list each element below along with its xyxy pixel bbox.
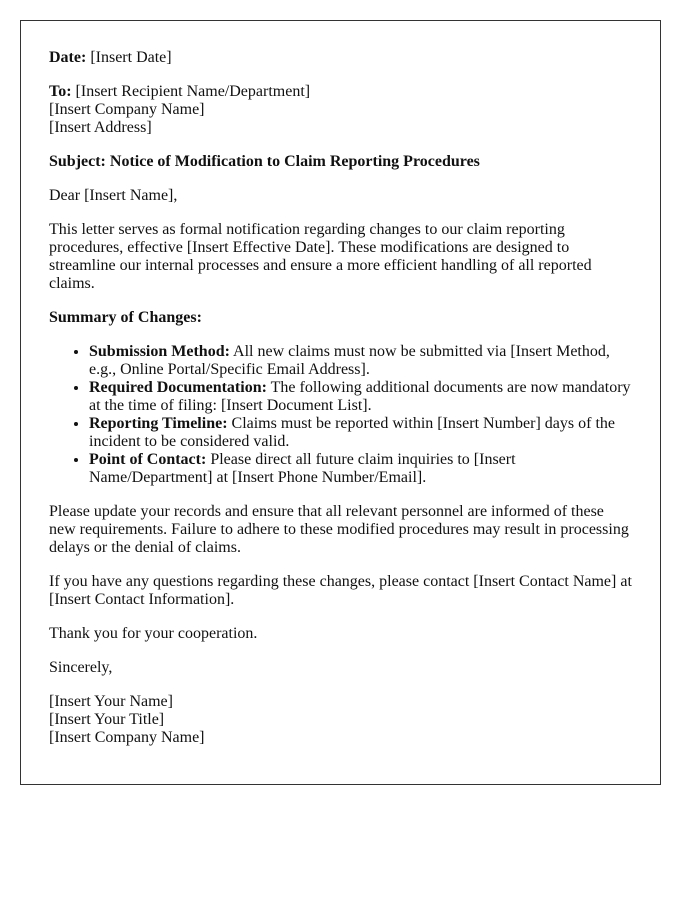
letter-container: [20, 20, 661, 785]
signature-name: [Insert Your Name]: [49, 693, 173, 710]
change-title: Submission Method:: [89, 343, 230, 360]
change-item-required-documentation: [89, 379, 632, 415]
summary-heading: [49, 309, 632, 327]
recipient-name: [Insert Recipient Name/Department]: [75, 83, 311, 100]
change-title: Reporting Timeline:: [89, 415, 228, 432]
change-text: All new claims must now be submitted via [Insert Method, e.g., Online Portal/Specific Email Address].: [89, 343, 610, 378]
change-text: Please direct all future claim inquiries to [Insert Name/Department] at [Insert Phone Number/Email].: [89, 451, 516, 486]
subject-text: Subject: Notice of Modification to Claim Reporting Procedures: [49, 153, 480, 170]
changes-list: [49, 343, 632, 487]
subject-line: [49, 153, 632, 171]
date-value: [Insert Date]: [90, 49, 172, 66]
intro-paragraph: This letter serves as formal notification regarding changes to our claim reporting procedures, effective [Insert Effective Date]. These modifications are designed to streamline our internal processes and ensure a more efficient handling of all reported claims.: [49, 221, 592, 292]
recipient-address: [Insert Address]: [49, 119, 152, 136]
date-line: [49, 49, 632, 67]
questions-paragraph: If you have any questions regarding these changes, please contact [Insert Contact Name] at [Insert Contact Information].: [49, 573, 632, 608]
signature-block: [49, 693, 632, 747]
thanks-line: Thank you for your cooperation.: [49, 625, 258, 642]
closing: Sincerely,: [49, 659, 113, 676]
recipient-company: [Insert Company Name]: [49, 101, 205, 118]
salutation: Dear [Insert Name],: [49, 187, 178, 204]
change-item-reporting-timeline: [89, 415, 632, 451]
recipient-block: [49, 83, 632, 137]
change-item-point-of-contact: [89, 451, 632, 487]
date-label: Date:: [49, 49, 87, 66]
change-text: The following additional documents are now mandatory at the time of filing: [Insert Document List].: [89, 379, 631, 414]
change-title: Point of Contact:: [89, 451, 207, 468]
signature-title: [Insert Your Title]: [49, 711, 165, 728]
change-item-submission-method: [89, 343, 632, 379]
change-text: Claims must be reported within [Insert Number] days of the incident to be considered valid.: [89, 415, 615, 450]
recipient-label: To:: [49, 83, 72, 100]
recipient-line: [49, 83, 632, 101]
change-title: Required Documentation:: [89, 379, 267, 396]
signature-company: [Insert Company Name]: [49, 729, 205, 746]
summary-heading-text: Summary of Changes:: [49, 309, 202, 326]
update-paragraph: Please update your records and ensure that all relevant personnel are informed of these new requirements. Failure to adhere to these modified procedures may result in processing delays or the denial of claims.: [49, 503, 629, 556]
